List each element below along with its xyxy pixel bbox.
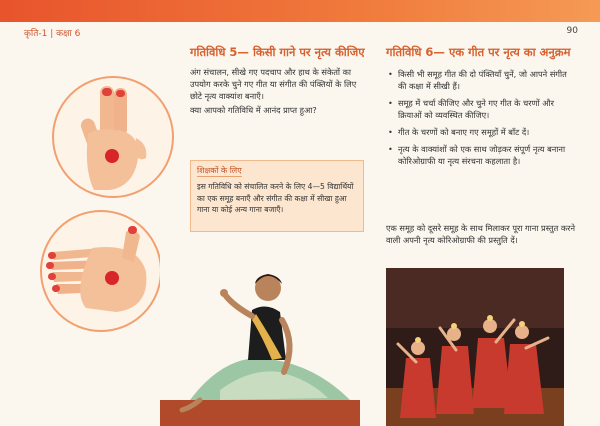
teacher-note-box — [190, 160, 364, 232]
list-item: • समूह में चर्चा कीजिए और चुने गए गीत के चरणों और क्रियाओं को व्यवस्थित कीजिए। — [386, 97, 576, 121]
list-item: • गीत के चरणों को बनाए गए समूहों में बाँट दें। — [386, 126, 576, 138]
list-item: • नृत्य के वाक्यांशों को एक साथ जोड़कर संपूर्ण नृत्य बनाना कोरिओग्राफी या नृत्य संरचना कहलाता है। — [386, 143, 576, 167]
page-number: 90 — [566, 26, 578, 36]
top-color-band — [0, 0, 600, 22]
activity-5-title: गतिविधि 5— किसी गाने पर नृत्य कीजिए — [190, 45, 365, 59]
teacher-note-title: शिक्षकों के लिए — [197, 166, 242, 175]
activity-6-title: गतिविधि 6— एक गीत पर नृत्य का अनुक्रम — [386, 45, 571, 59]
activity-6-section — [386, 44, 576, 172]
activity-6-paragraph: एक समूह को दूसरे समूह के साथ मिलाकर पूरा गाना प्रस्तुत करने वाली अपनी नृत्य कोरिओग्राफी की प्रस्तुति दें। — [386, 223, 576, 245]
hand-mudra-illustration-2 — [40, 210, 162, 332]
chapter-label: कृति-1 | कक्षा 6 — [24, 29, 81, 39]
group-dance-photo — [386, 268, 564, 426]
activity-5-question: क्या आपको गतिविधि में आनंद प्राप्त हुआ? — [190, 105, 317, 115]
list-item: • किसी भी समूह गीत की दो पंक्तियाँ चुनें, जो आपने संगीत की कक्षा में सीखी हैं। — [386, 68, 576, 92]
teacher-note-text: इस गतिविधि को संचालित करने के लिए 4—5 विद्यार्थियों का एक समूह बनाएँ और संगीत की कक्षा में सीखा हुआ गाना या कोई अन्य गाना बजाएँ। — [197, 182, 354, 214]
activity-6-bullets — [386, 68, 576, 167]
page-header — [0, 22, 600, 40]
seated-dancer-photo — [160, 240, 360, 426]
activity-5-section — [190, 44, 370, 116]
hand-mudra-illustration-1 — [52, 76, 174, 198]
activity-5-text: अंग संचालन, सीखे गए पदचाप और हाथ के संकेतों का उपयोग करके चुने गए गीत या संगीत की पंक्तियों के लिए छोटे नृत्य वाक्यांश बनाएँ। — [190, 67, 357, 101]
